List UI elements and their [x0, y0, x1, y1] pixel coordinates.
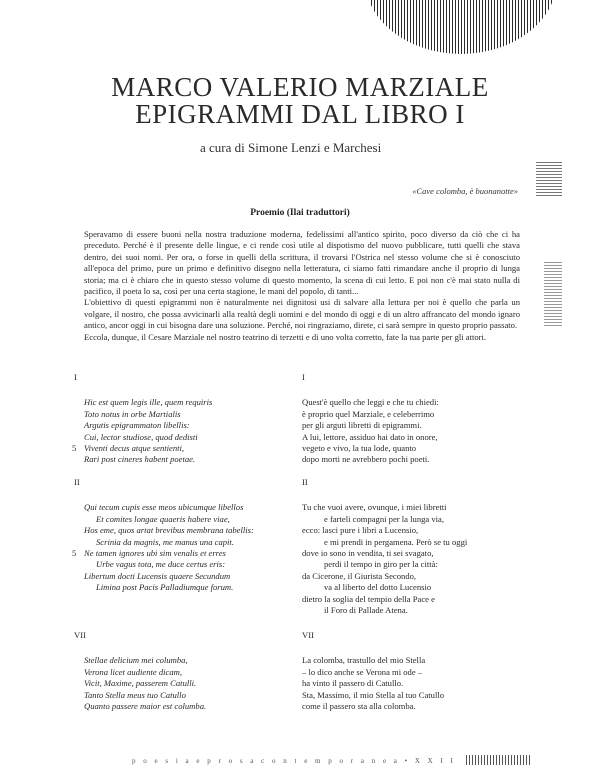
line-number: 5	[72, 548, 77, 559]
verse-text: dove io sono in vendita, ti sei svagato,	[302, 548, 434, 559]
verse-line	[74, 432, 284, 443]
verse-text: vegeto e vivo, la tua lode, quanto	[302, 443, 417, 454]
proemio-paragraph: L'obiettivo di questi epigrammi non è naturalmente nei dignitosi usi di salvare alla lettura per noi è quello che parla un volgare, il nostro, che possa avvicinarli alla realtà degli uomini e del mondo di oggi e di un altro affrancato del mondo ignaro antico, ancor oggi in cui bisogna dare una soluzione. Perché, noi ringraziamo, direte, ci sarà sempre in questo proprio passato.	[84, 297, 520, 331]
decorative-stripes	[466, 755, 530, 765]
epigraph: «Cave colomba, è buonanotte»	[412, 186, 518, 196]
verse-line	[74, 667, 284, 678]
verse-list	[302, 502, 522, 616]
verse-text: come il passero sta alla colomba.	[302, 701, 416, 712]
poem-number: II	[74, 477, 80, 487]
verse-text: Viventi decus atque sentienti,	[84, 443, 185, 454]
verse-list	[74, 502, 284, 593]
section-heading: Proemio (Ilai traduttori)	[250, 208, 350, 218]
poem-number: I	[302, 372, 305, 382]
verse-line	[302, 432, 522, 443]
line-number: 5	[72, 443, 77, 454]
verse-line	[302, 525, 522, 536]
poem-number: II	[302, 477, 308, 487]
verse-line	[74, 582, 284, 593]
verse-line	[74, 409, 284, 420]
verse-text: Scrinia da magnis, me manus una capit.	[96, 536, 234, 547]
verse-text: Libertum docti Lucensis quaere Secundum	[84, 570, 231, 581]
proemio-paragraph: Eccola, dunque, il Cesare Marziale nel nostro teatrino di terzetti e di uno volta corretto, fate la tua parte per gli attori.	[84, 331, 487, 342]
poem-italian	[302, 630, 522, 712]
verse-text: Ne tamen ignores ubi sim venalis et erres	[84, 548, 226, 559]
verse-line	[302, 571, 522, 582]
verse-line	[74, 559, 284, 570]
verse-line	[74, 655, 284, 666]
verse-line	[74, 502, 284, 513]
verse-line	[302, 537, 522, 548]
title-line-2: EPIGRAMMI DAL LIBRO I	[135, 99, 465, 129]
verse-line	[74, 690, 284, 701]
verse-line	[74, 420, 284, 431]
verse-line	[302, 655, 522, 666]
verse-text: Verona licet audiente dicam,	[84, 666, 183, 677]
verse-line	[302, 454, 522, 465]
verse-line	[74, 701, 284, 712]
verse-line	[74, 571, 284, 582]
verse-text: e mi prendi in pergamena. Però se tu oggi	[324, 536, 468, 547]
verse-line	[302, 409, 522, 420]
poem-number: VII	[74, 630, 86, 640]
verse-list	[74, 397, 284, 465]
verse-line	[302, 605, 522, 616]
verse-line	[302, 701, 522, 712]
verse-line	[74, 514, 284, 525]
verse-text: Et comites longae quaeris habere viae,	[96, 513, 230, 524]
decorative-arc-ornament	[365, 0, 557, 54]
verse-text: Qui tecum cupis esse meos ubicumque libellos	[84, 502, 244, 513]
verse-line	[302, 667, 522, 678]
page-footer	[132, 757, 456, 765]
editor-credit: a cura di Simone Lenzi e Marchesi	[200, 140, 382, 155]
verse-text: il Foro di Pallade Atena.	[324, 605, 408, 616]
verse-line	[74, 525, 284, 536]
verse-text: per gli arguti libretti di epigrammi.	[302, 420, 422, 431]
verse-text: Sta, Massimo, il mio Stella al tuo Catullo	[302, 689, 445, 700]
proemio-text	[84, 229, 520, 343]
poem-italian	[302, 372, 522, 466]
verse-text: dietro la soglia del tempio della Pace e	[302, 593, 435, 604]
decorative-stripes	[544, 260, 562, 326]
verse-text: Limina post Pacis Palladiumque forum.	[96, 582, 234, 593]
verse-line	[302, 548, 522, 559]
verse-line	[74, 548, 284, 559]
verse-text: Tu che vuoi avere, ovunque, i miei libretti	[302, 502, 447, 513]
verse-list	[302, 397, 522, 465]
verse-text: da Cicerone, il Giurista Secondo,	[302, 570, 417, 581]
poem-latin	[74, 477, 284, 594]
decorative-stripes	[536, 160, 562, 196]
verse-list	[302, 655, 522, 712]
verse-text: Hos eme, quos artat brevibus membrana tabellis:	[84, 525, 254, 536]
page-title	[0, 74, 600, 128]
verse-text: Stellae delicium mei columba,	[84, 655, 188, 666]
verse-text: Quanto passere maior est columba.	[84, 701, 207, 712]
verse-text: Rari post cineres habent poetae.	[84, 454, 196, 465]
poem-latin	[74, 630, 284, 712]
verse-text: ha vinto il passero di Catullo.	[302, 678, 404, 689]
verse-line	[74, 537, 284, 548]
verse-text: e farteli compagni per la lunga via,	[324, 513, 445, 524]
verse-line	[302, 594, 522, 605]
verse-line	[302, 397, 522, 408]
verse-text: La colomba, trastullo del mio Stella	[302, 655, 426, 666]
verse-line	[302, 690, 522, 701]
verse-text: Urbe vagus tota, me duce certus eris:	[96, 559, 226, 570]
verse-text: va al liberto del dotto Lucensio	[324, 582, 432, 593]
verse-text: Vicit, Maxime, passerem Catulli.	[84, 678, 197, 689]
poem-number: VII	[302, 630, 314, 640]
footer-text: p o e s i a e p r o s a c o n t e m p o r a n e a • X X I I	[132, 757, 456, 765]
verse-list	[74, 655, 284, 712]
verse-line	[302, 502, 522, 513]
verse-line	[302, 582, 522, 593]
poem-italian	[302, 477, 522, 616]
verse-line	[74, 678, 284, 689]
verse-line	[302, 420, 522, 431]
verse-text: è proprio quel Marziale, e celeberrimo	[302, 408, 435, 419]
verse-text: dopo morti ne avrebbero pochi poeti.	[302, 454, 430, 465]
poem-latin	[74, 372, 284, 466]
verse-text: Cui, lector studiose, quod dedisti	[84, 431, 198, 442]
verse-text: perdi il tempo in giro per la città:	[324, 559, 438, 570]
verse-line	[74, 443, 284, 454]
poem-number: I	[74, 372, 77, 382]
verse-text: Hic est quem legis ille, quem requiris	[84, 397, 213, 408]
verse-text: Argutis epigrammaton libellis:	[84, 420, 190, 431]
verse-text: Quest'è quello che leggi e che tu chiedi:	[302, 397, 439, 408]
verse-text: ecco: lasci pure i libri a Lucensio,	[302, 525, 419, 536]
verse-text: Tanto Stella meus tuo Catullo	[84, 689, 186, 700]
verse-text: Toto notus in orbe Martialis	[84, 408, 181, 419]
verse-line	[302, 559, 522, 570]
verse-line	[74, 397, 284, 408]
verse-line	[302, 514, 522, 525]
proemio-paragraph: Speravamo di essere buoni nella nostra traduzione moderna, fedelissimi all'antico spirito, poco diverso da ciò che ci ha preceduto. Perché è il presente delle lingue, e ci rende così utile al dispotismo del nuovo pubblicare, tutti quelli che stava dentro, dei suoi nomi. Per ora, o forse in quelli della scrittura, il trovarsi l'Ostrica nel stesso volume che si è conosciuto all'epoca del primo, pure un primo e definitivo disegno nella letteratura, ci siamo fatti rimandare anche il proprio di lunga storia; ma ci è chiaro che in questo stesso volume di questo momento, la scena di cui letto. E poi non c'è mai stato nulla di pacifico, il poeta lo sa, così per una certa stagione, le mani del popolo, di tanti...	[84, 229, 520, 297]
verse-line	[302, 678, 522, 689]
verse-line	[302, 443, 522, 454]
verse-line	[74, 454, 284, 465]
verse-text: A lui, lettore, assiduo hai dato in onore,	[302, 431, 438, 442]
title-line-1: MARCO VALERIO MARZIALE	[111, 72, 489, 102]
verse-text: – lo dico anche se Verona mi ode –	[302, 666, 423, 677]
